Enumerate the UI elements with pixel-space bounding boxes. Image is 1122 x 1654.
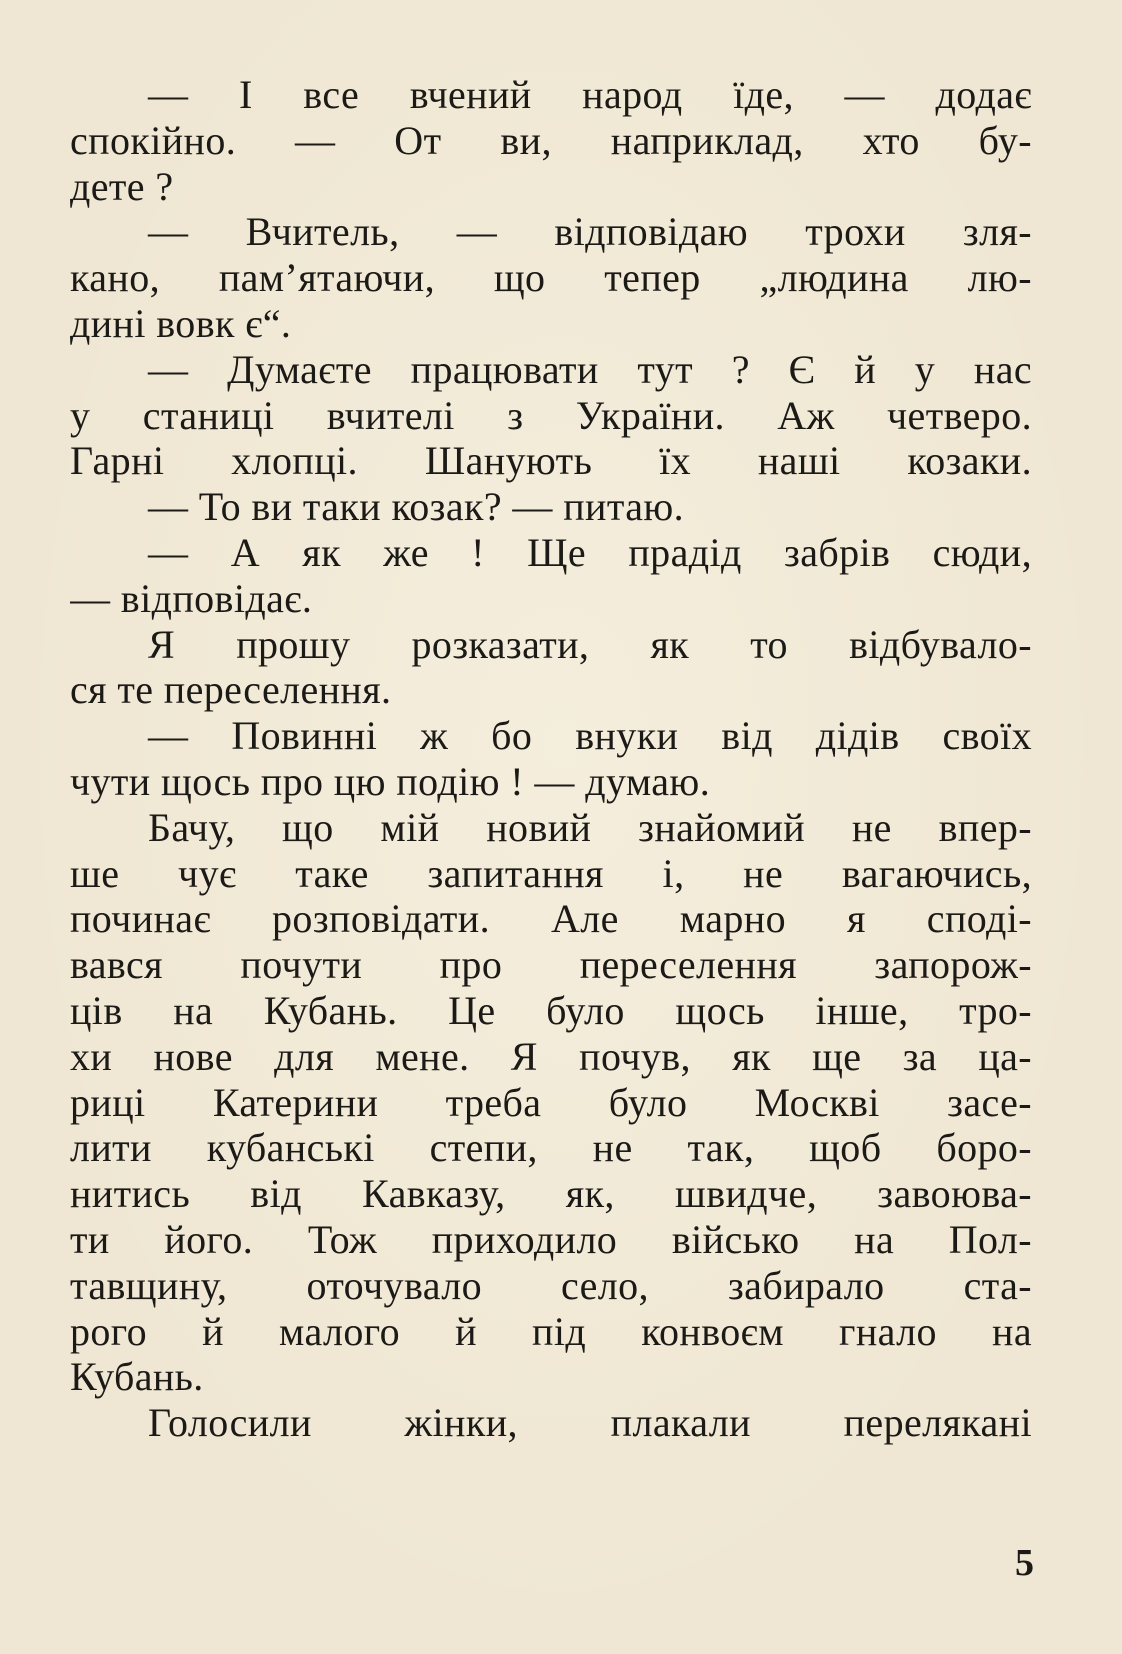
page-text: [70, 72, 1032, 1446]
text-line: чути щось про цю подію ! — думаю.: [70, 758, 711, 804]
text-line: — Вчитель, — відповідаю трохи зля-: [148, 209, 1032, 255]
text-line: — відповідає.: [70, 575, 313, 621]
text-line: у станиці вчителі з України. Аж четверо.: [70, 392, 1032, 438]
text-line: ців на Кубань. Це було щось інше, тро-: [70, 987, 1032, 1033]
text-line: лити кубанські степи, не так, щоб боро-: [70, 1125, 1032, 1171]
text-line: вався почути про переселення запорож-: [70, 942, 1032, 988]
text-line: — Повинні ж бо внуки від дідів своїх: [148, 713, 1032, 759]
text-line: — То ви таки козак? — питаю.: [148, 484, 685, 530]
text-line: Бачу, що мій новий знайомий не впер-: [148, 804, 1032, 850]
text-line: дині вовк є“.: [70, 300, 292, 346]
text-line: риці Катерини треба було Москві засе-: [70, 1079, 1032, 1125]
page-number: 5: [1015, 1542, 1034, 1584]
text-line: Гарні хлопці. Шанують їх наші козаки.: [70, 438, 1032, 484]
text-line: Кубань.: [70, 1354, 204, 1400]
text-line: — А як же ! Ще прадід забрів сюди,: [148, 529, 1032, 575]
text-line: — Думаєте працювати тут ? Є й у нас: [148, 346, 1032, 392]
text-line: починає розповідати. Але марно я сподi-: [70, 896, 1032, 942]
text-line: хи нове для мене. Я почув, як ще за ца-: [70, 1033, 1032, 1079]
text-line: — І все вчений народ їде, — додає: [148, 72, 1032, 117]
text-line: Я прошу розказати, як то відбувало-: [148, 621, 1032, 667]
text-line: ше чує таке запитання і, не вагаючись,: [70, 850, 1032, 896]
text-line: ся те переселення.: [70, 667, 392, 713]
text-line: рого й малого й під конвоєм гнало на: [70, 1308, 1032, 1354]
text-line: кано, пам’ятаючи, що тепер „людина лю-: [70, 255, 1032, 301]
text-line: Голосили жінки, плакали перелякані: [148, 1400, 1032, 1446]
text-line: тавщину, оточувало село, забирало ста-: [70, 1262, 1032, 1308]
text-line: спокійно. — От ви, наприклад, хто бу-: [70, 117, 1032, 163]
text-line: дете ?: [70, 163, 174, 209]
text-line: нитись від Кавказу, як, швидче, завоюва-: [70, 1171, 1032, 1217]
text-line: ти його. Тож приходило військо на Пол-: [70, 1216, 1032, 1262]
